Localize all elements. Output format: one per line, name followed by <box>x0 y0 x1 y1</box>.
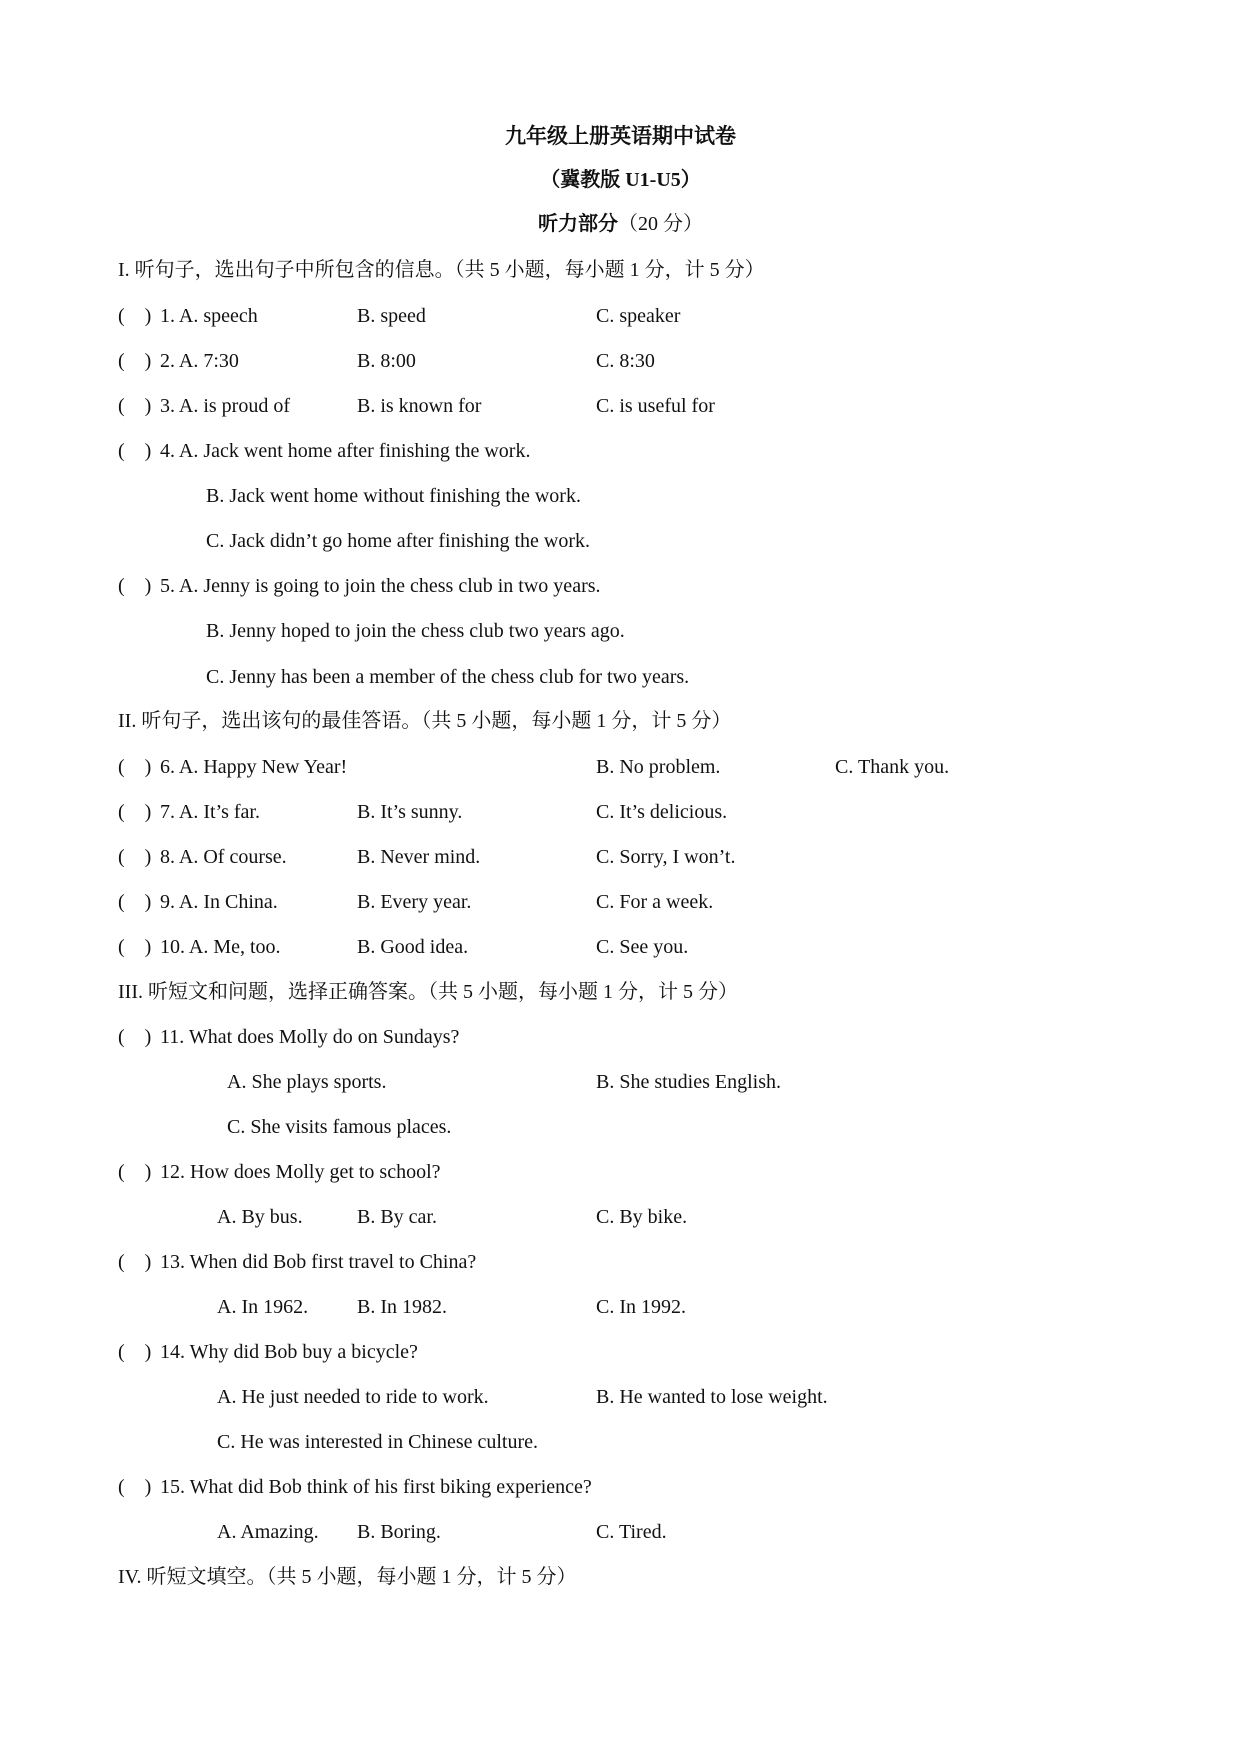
exam-subtitle: （冀教版 U1-U5） <box>540 169 701 191</box>
answer-blank[interactable]: ( ) <box>118 395 152 417</box>
question-12: 12. How does Molly get to school? <box>160 1161 441 1183</box>
question-4: 4. A. Jack went home after finishing the work. <box>160 440 531 462</box>
answer-blank[interactable]: ( ) <box>118 1476 152 1498</box>
q4-option-b: B. Jack went home without finishing the work. <box>206 485 581 507</box>
q10-option-b: B. Good idea. <box>357 936 469 958</box>
question-8: 8. A. Of course. <box>160 846 287 868</box>
q11-option-b: B. She studies English. <box>596 1071 782 1093</box>
answer-blank[interactable]: ( ) <box>118 440 152 462</box>
q8-option-c: C. Sorry, I won’t. <box>596 846 736 868</box>
answer-blank[interactable]: ( ) <box>118 305 152 327</box>
section-3-heading: III. 听短文和问题，选择正确答案。（共 5 小题，每小题 1 分，计 5 分） <box>118 981 738 1003</box>
question-10: 10. A. Me, too. <box>160 936 281 958</box>
q7-option-b: B. It’s sunny. <box>357 801 463 823</box>
answer-blank[interactable]: ( ) <box>118 891 152 913</box>
q11-option-a: A. She plays sports. <box>227 1071 387 1093</box>
q12-option-b: B. By car. <box>357 1206 437 1228</box>
q1-option-c: C. speaker <box>596 305 681 327</box>
exam-title: 九年级上册英语期中试卷 <box>505 124 736 148</box>
answer-blank[interactable]: ( ) <box>118 756 152 778</box>
q12-option-c: C. By bike. <box>596 1206 688 1228</box>
answer-blank[interactable]: ( ) <box>118 1341 152 1363</box>
q3-option-b: B. is known for <box>357 395 482 417</box>
q1-option-b: B. speed <box>357 305 426 327</box>
part-heading <box>0 212 1241 236</box>
section-2-heading: II. 听句子，选出该句的最佳答语。（共 5 小题，每小题 1 分，计 5 分） <box>118 710 732 732</box>
q8-option-b: B. Never mind. <box>357 846 481 868</box>
answer-blank[interactable]: ( ) <box>118 801 152 823</box>
q13-option-a: A. In 1962. <box>217 1296 309 1318</box>
q12-option-a: A. By bus. <box>217 1206 303 1228</box>
q6-option-b: B. No problem. <box>596 756 721 778</box>
question-11: 11. What does Molly do on Sundays? <box>160 1026 460 1048</box>
q13-option-c: C. In 1992. <box>596 1296 686 1318</box>
q6-option-c: C. Thank you. <box>835 756 950 778</box>
q3-option-c: C. is useful for <box>596 395 715 417</box>
question-5: 5. A. Jenny is going to join the chess club in two years. <box>160 575 601 597</box>
q9-option-b: B. Every year. <box>357 891 472 913</box>
question-9: 9. A. In China. <box>160 891 278 913</box>
question-2: 2. A. 7:30 <box>160 350 239 372</box>
answer-blank[interactable]: ( ) <box>118 1026 152 1048</box>
q7-option-c: C. It’s delicious. <box>596 801 728 823</box>
q15-option-b: B. Boring. <box>357 1521 441 1543</box>
part-score: （20 分） <box>618 213 703 235</box>
q10-option-c: C. See you. <box>596 936 689 958</box>
q9-option-c: C. For a week. <box>596 891 714 913</box>
q14-option-a: A. He just needed to ride to work. <box>217 1386 489 1408</box>
question-6: 6. A. Happy New Year! <box>160 756 348 778</box>
q14-option-b: B. He wanted to lose weight. <box>596 1386 828 1408</box>
q15-option-a: A. Amazing. <box>217 1521 319 1543</box>
answer-blank[interactable]: ( ) <box>118 575 152 597</box>
q2-option-b: B. 8:00 <box>357 350 416 372</box>
q5-option-c: C. Jenny has been a member of the chess club for two years. <box>206 666 690 688</box>
answer-blank[interactable]: ( ) <box>118 846 152 868</box>
q14-option-c: C. He was interested in Chinese culture. <box>217 1431 539 1453</box>
q2-option-c: C. 8:30 <box>596 350 655 372</box>
q11-option-c: C. She visits famous places. <box>227 1116 452 1138</box>
answer-blank[interactable]: ( ) <box>118 350 152 372</box>
answer-blank[interactable]: ( ) <box>118 1251 152 1273</box>
q15-option-c: C. Tired. <box>596 1521 667 1543</box>
question-14: 14. Why did Bob buy a bicycle? <box>160 1341 418 1363</box>
answer-blank[interactable]: ( ) <box>118 936 152 958</box>
question-15: 15. What did Bob think of his first biking experience? <box>160 1476 592 1498</box>
question-7: 7. A. It’s far. <box>160 801 260 823</box>
question-3: 3. A. is proud of <box>160 395 290 417</box>
question-13: 13. When did Bob first travel to China? <box>160 1251 477 1273</box>
question-1: 1. A. speech <box>160 305 258 327</box>
section-4-heading: IV. 听短文填空。（共 5 小题，每小题 1 分，计 5 分） <box>118 1566 577 1588</box>
q4-option-c: C. Jack didn’t go home after finishing the work. <box>206 530 591 552</box>
q13-option-b: B. In 1982. <box>357 1296 447 1318</box>
q5-option-b: B. Jenny hoped to join the chess club two years ago. <box>206 620 625 642</box>
answer-blank[interactable]: ( ) <box>118 1161 152 1183</box>
part-title: 听力部分 <box>538 213 618 235</box>
section-1-heading: I. 听句子，选出句子中所包含的信息。（共 5 小题，每小题 1 分，计 5 分） <box>118 259 765 281</box>
